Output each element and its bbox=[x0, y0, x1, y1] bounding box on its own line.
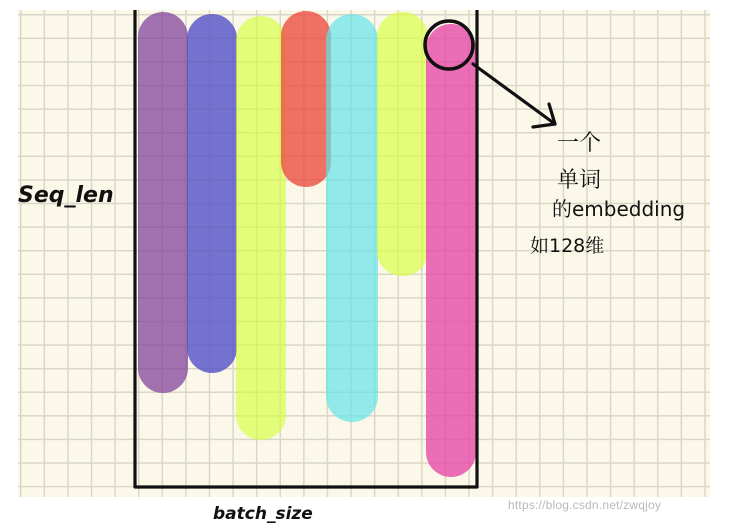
arrow-icon bbox=[473, 64, 555, 127]
sequence-bar-red bbox=[281, 11, 331, 187]
sequence-bars bbox=[138, 11, 476, 477]
annotation-line-3: 的embedding bbox=[552, 197, 686, 221]
sequence-bar-blue bbox=[187, 14, 237, 373]
annotation-line-4: 如128维 bbox=[530, 235, 605, 257]
annotation-line-2: 单词 bbox=[557, 168, 602, 193]
sequence-bar-purple bbox=[138, 12, 188, 393]
sequence-bar-lime bbox=[236, 16, 286, 440]
batch-size-label: batch_size bbox=[213, 504, 313, 524]
sequence-bar-pink bbox=[426, 24, 476, 477]
annotation-line-1: 一个 bbox=[557, 131, 602, 156]
sequence-bar-cyan bbox=[326, 14, 378, 422]
seq-len-label: Seq_len bbox=[18, 183, 114, 208]
watermark: https://blog.csdn.net/zwqjoy bbox=[508, 498, 662, 512]
sequence-bar-yellow-green bbox=[377, 12, 428, 276]
